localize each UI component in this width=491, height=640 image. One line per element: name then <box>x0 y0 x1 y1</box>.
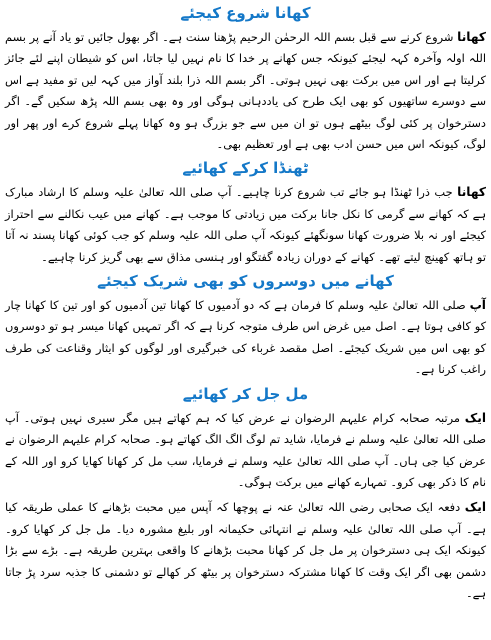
paragraph-lead-word: کھانا <box>457 30 486 44</box>
section-heading: کھانا شروع کیجئے <box>180 4 311 22</box>
section-heading: ٹھنڈا کرکے کھائیے <box>182 159 309 178</box>
section-heading: کھانے میں دوسروں کو بھی شریک کیجئے <box>97 272 394 291</box>
paragraph-lead-word: کھانا <box>457 185 486 200</box>
paragraph-lead-word: آپ <box>469 298 486 313</box>
paragraph-text: مرتبہ صحابہ کرام علیہم الرضوان نے عرض کیا کہ ہم کھاتے ہیں مگر سیری نہیں ہوتی۔ آپ صلی اللہ تعالیٰ علیہ وسلم نے فرمایا، شاید تم لوگ الگ الگ کھاتے ہو۔ صحابہ کرام علیہم الرضوان نے عرض کیا جی ہاں۔ آپ صلی اللہ تعالیٰ علیہ وسلم نے فرمایا، سب مل کر کھانا کھایا کرو اور اللہ کے نام کا ذکر بھی کرو۔ تمہارے کھانے میں برکت ہوگی۔ <box>5 410 486 489</box>
paragraph-text: جب ذرا ٹھنڈا ہو جائے تب شروع کرنا چاہیے۔ آپ صلی اللہ تعالیٰ علیہ وسلم کا ارشاد مبارک ہے کہ کھانے سے گرمی کا نکل جانا برکت میں زیادتی کا موجب ہے۔ کھانے میں عیب نکالنے سے احتراز کیجئے اور نہ بلا ضرورت کھانا سونگھئے کیونکہ آپ صلی اللہ علیہ وسلم کو جب کوئی کھانا پسند نہ آتا تو ہاتھ کھینچ لیتے تھے۔ کھانے کے دوران زیادہ گفتگو اور ہنسی مذاق سے بھی گریز کرنا چاہیے۔ <box>5 185 486 264</box>
section-heading: مل جل کر کھائیے <box>182 384 309 403</box>
paragraph <box>5 295 486 381</box>
paragraph-lead-word: ایک <box>464 410 486 425</box>
section-cool-down <box>5 157 486 268</box>
paragraph <box>5 182 486 268</box>
paragraph-text: صلی اللہ تعالیٰ علیہ وسلم کا فرمان ہے کہ دو آدمیوں کا کھانا تین آدمیوں کو اور تین کا کھانا چار کو کافی ہوتا ہے۔ اصل میں غرض اس طرف متوجہ کرنا ہے کہ اگر تمہیں کھانا میسر ہو تو دوسروں کو بھی اس میں شریک کیجئے۔ اصل مقصد غرباء کی خبرگیری اور لوگوں کو ایثار وقناعت کی طرف راغب کرنا ہے۔ <box>5 298 486 377</box>
section-eat-together <box>5 383 486 605</box>
paragraph-lead-word: ایک <box>464 500 486 515</box>
paragraph <box>5 408 486 494</box>
paragraph-text: شروع کرنے سے قبل بسم اللہ الرحمٰن الرحیم پڑھنا سنت ہے۔ اگر بھول جائیں تو یاد آنے پر بسم اللہ اولہ وآخرہ کہہ لیجئے کیونکہ جس کھانے پر خدا کا نام نہیں لیا جاتا، اس کو شیطان اپنے لئے جائز کرلیتا ہے اور اس میں برکت بھی نہیں ہوتی۔ اگر بسم اللہ ذرا بلند آواز میں کہہ لیں تو مفید ہے اس سے دوسرے ساتھیوں کو بھی ایک طرح کی یاددہانی ہوگی اور وہ بھی بسم اللہ پڑھ سکیں گے۔ اگر دسترخوان پر کئی لوگ بیٹھے ہوں تو ان میں سے جو بزرگ ہو وہ کھانا پہلے شروع کرے اور پھر اور لوگ، کیونکہ اس میں حسن ادب بھی ہے اور تعظیم بھی۔ <box>5 30 486 152</box>
paragraph <box>5 497 486 604</box>
section-share-food <box>5 270 486 381</box>
section-start-eating <box>5 2 486 155</box>
paragraph-text: دفعہ ایک صحابی رضی اللہ تعالیٰ عنہ نے پوچھا کہ آپس میں محبت بڑھانے کا عملی طریقہ کیا ہے۔ آپ صلی اللہ تعالیٰ علیہ وسلم نے انتہائی حکیمانہ اور بلیغ مشورہ دیا۔ مل جل کر کھایا کرو۔ کیونکہ ایک ہی دسترخوان پر مل جل کر کھانا محبت بڑھانے کا واقعی بہترین طریقہ ہے۔ بڑے سے بڑا دشمن بھی اگر ایک وقت کا کھانا مشترکہ دسترخوان پر بیٹھ کر کھالے تو دشمنی کا جذبہ سرد پڑ جاتا ہے۔ <box>5 500 486 600</box>
paragraph <box>5 27 486 155</box>
